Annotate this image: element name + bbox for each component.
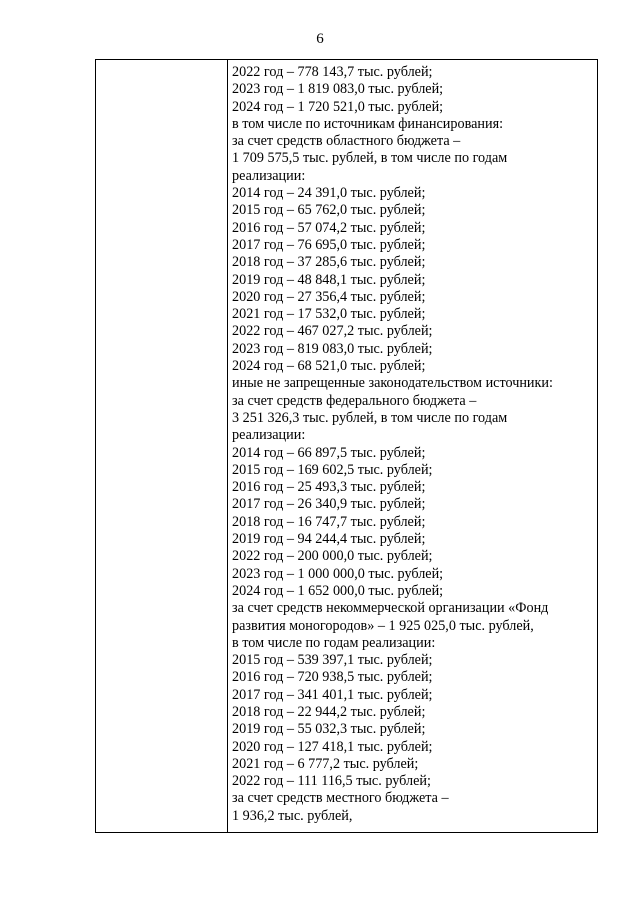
financing-text-line: 2014 год – 24 391,0 тыс. рублей; [232, 185, 426, 202]
financing-text-line: 2022 год – 200 000,0 тыс. рублей; [232, 548, 433, 565]
financing-text-line: 2019 год – 94 244,4 тыс. рублей; [232, 531, 426, 548]
page-number: 6 [316, 31, 324, 47]
financing-text-line: реализации: [232, 167, 306, 184]
financing-text-line: 2023 год – 1 819 083,0 тыс. рублей; [232, 81, 444, 98]
column-divider [227, 60, 228, 832]
financing-text-line: 2017 год – 341 401,1 тыс. рублей; [232, 686, 433, 703]
financing-text-line: 2022 год – 778 143,7 тыс. рублей; [232, 64, 433, 80]
financing-text-line: 1 709 575,5 тыс. рублей, в том числе по годам [232, 150, 508, 167]
financing-text-line: 2019 год – 55 032,3 тыс. рублей; [232, 721, 426, 738]
financing-text-line: в том числе по источникам финансирования: [232, 115, 504, 132]
financing-text-line: 2024 год – 1 720 521,0 тыс. рублей; [232, 98, 444, 115]
financing-table [95, 59, 598, 833]
financing-text-line: 2018 год – 37 285,6 тыс. рублей; [232, 254, 426, 271]
financing-text-line: 2016 год – 25 493,3 тыс. рублей; [232, 479, 426, 496]
financing-text-line: реализации: [232, 427, 306, 444]
financing-text-line: 2015 год – 169 602,5 тыс. рублей; [232, 461, 433, 478]
financing-text-line: за счет средств областного бюджета – [232, 133, 461, 150]
financing-text-line: 2014 год – 66 897,5 тыс. рублей; [232, 444, 426, 461]
financing-text-line: 2015 год – 65 762,0 тыс. рублей; [232, 202, 426, 219]
financing-text-line: 2018 год – 16 747,7 тыс. рублей; [232, 513, 426, 530]
financing-text-line: 1 936,2 тыс. рублей, [232, 807, 353, 824]
financing-text-line: 2024 год – 1 652 000,0 тыс. рублей; [232, 582, 444, 599]
financing-text-line: 2016 год – 57 074,2 тыс. рублей; [232, 219, 426, 236]
financing-text-line: 2018 год – 22 944,2 тыс. рублей; [232, 703, 426, 720]
right-cell-financing-text [232, 64, 592, 825]
financing-text-line: развития моногородов» – 1 925 025,0 тыс. рублей, [232, 617, 534, 634]
financing-text-line: 2017 год – 76 695,0 тыс. рублей; [232, 236, 426, 253]
financing-text-line: 2020 год – 27 356,4 тыс. рублей; [232, 288, 426, 305]
financing-text-line: 2022 год – 111 116,5 тыс. рублей; [232, 773, 431, 790]
financing-text-line: 2023 год – 819 083,0 тыс. рублей; [232, 340, 433, 357]
financing-text-line: 2022 год – 467 027,2 тыс. рублей; [232, 323, 433, 340]
financing-text-line: 2020 год – 127 418,1 тыс. рублей; [232, 738, 433, 755]
financing-text-line: 2021 год – 6 777,2 тыс. рублей; [232, 755, 419, 772]
financing-text-line: 2023 год – 1 000 000,0 тыс. рублей; [232, 565, 444, 582]
financing-text-line: 2024 год – 68 521,0 тыс. рублей; [232, 358, 426, 375]
financing-text-line: 3 251 326,3 тыс. рублей, в том числе по годам [232, 409, 508, 426]
financing-text-line: за счет средств местного бюджета – [232, 790, 449, 807]
financing-text-line: в том числе по годам реализации: [232, 634, 436, 651]
financing-text-line: 2015 год – 539 397,1 тыс. рублей; [232, 652, 433, 669]
financing-text-line: 2017 год – 26 340,9 тыс. рублей; [232, 496, 426, 513]
financing-text-line: за счет средств федерального бюджета – [232, 392, 477, 409]
financing-text-line: 2016 год – 720 938,5 тыс. рублей; [232, 669, 433, 686]
financing-text-line: 2019 год – 48 848,1 тыс. рублей; [232, 271, 426, 288]
financing-text-line: за счет средств некоммерческой организации «Фонд [232, 600, 549, 617]
financing-text-line: иные не запрещенные законодательством источники: [232, 375, 553, 392]
financing-text-line: 2021 год – 17 532,0 тыс. рублей; [232, 306, 426, 323]
